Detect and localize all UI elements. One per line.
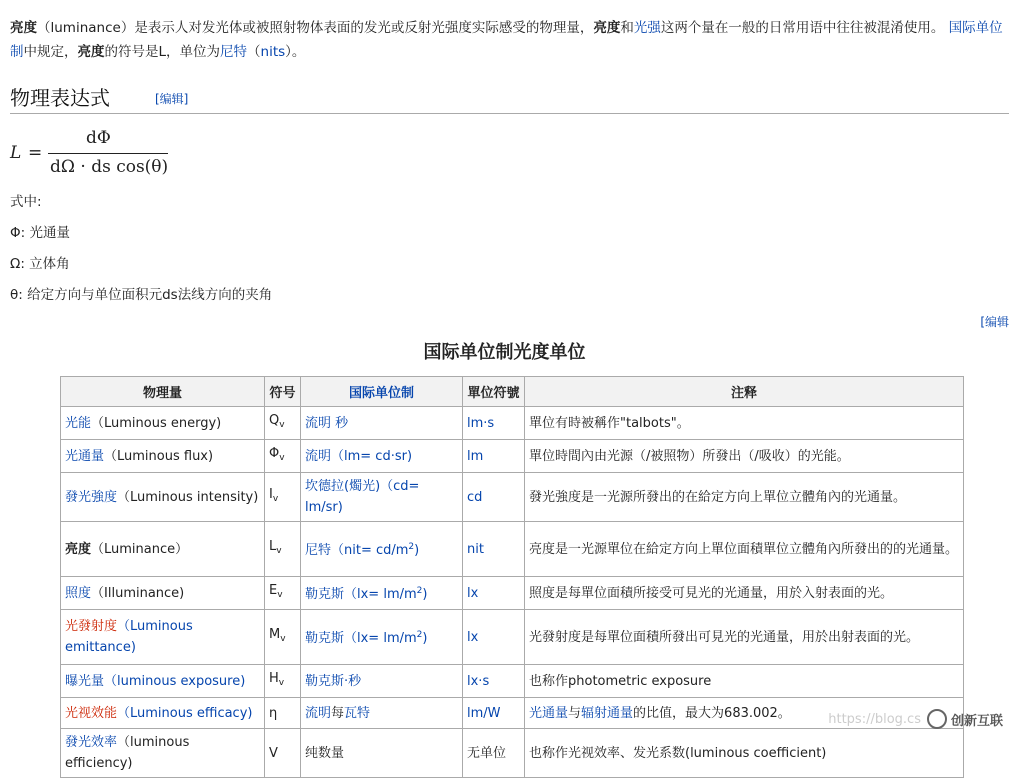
table-row	[61, 577, 964, 610]
unit-symbol-cell: lx	[463, 577, 525, 610]
formula-numerator: dΦ	[86, 128, 111, 148]
si-unit-cell: 勒克斯$(lx= lm/m^2)$	[301, 577, 463, 610]
table-row	[61, 610, 964, 665]
link-nits[interactable]: nits	[260, 44, 286, 60]
note-cell: 照度是每單位面積所接受可見光的光通量，用於入射表面的光。	[525, 577, 964, 610]
formula-denominator: dΩ · ds cos(θ)	[50, 157, 169, 177]
table-edit-link[interactable]: [编辑	[980, 315, 1009, 329]
note-cell: 光發射度是每單位面積所發出可見光的光通量，用於出射表面的光。	[525, 610, 964, 665]
quantity-cell: 發光強度（Luminous intensity)	[61, 473, 265, 522]
symbol-cell: η	[265, 698, 301, 729]
header-unit-symbol: 單位符號	[463, 377, 525, 407]
brand-logo-icon	[927, 709, 947, 729]
symbol-cell: $Q_v$	[265, 407, 301, 440]
link-si[interactable]: 国际单位制	[10, 20, 1003, 60]
quantity-cell: 光视效能（Luminous efficacy)	[61, 698, 265, 729]
watermark-url: https://blog.cs	[828, 711, 921, 727]
quantity-cell: 光發射度（Luminous emittance)	[61, 610, 265, 665]
si-unit-cell: 勒克斯·秒	[301, 665, 463, 698]
term-bold: 亮度	[10, 20, 37, 36]
header-si-unit[interactable]: 国际单位制	[301, 377, 463, 407]
quantity-cell: 發光效率（luminous efficiency)	[61, 729, 265, 778]
symbol-cell: $\Phi_v$	[265, 440, 301, 473]
intro-paragraph: 亮度（luminance）是表示人对发光体或被照射物体表面的发光或反射光强度实际感受的物理量，亮度和光强这两个量在一般的日常用语中往往被混淆使用。 国际单位制中规定，亮度的符号是L，单位为尼特（nits）。	[10, 20, 1003, 60]
header-quantity: 物理量	[61, 377, 265, 407]
table-row	[61, 440, 964, 473]
quantity-cell: 光能（Luminous energy)	[61, 407, 265, 440]
note-cell: 光通量与辐射通量的比值，最大为683.002。	[525, 698, 964, 729]
symbol-cell: $H_v$	[265, 665, 301, 698]
def-omega: Ω: 立体角	[10, 256, 70, 272]
si-unit-cell: 流明 秒	[301, 407, 463, 440]
unit-symbol-cell: cd	[463, 473, 525, 522]
section-heading	[10, 80, 1009, 114]
note-cell: 發光強度是一光源所發出的在給定方向上單位立體角內的光通量。	[525, 473, 964, 522]
note-cell: 單位有時被稱作"talbots"。	[525, 407, 964, 440]
note-cell: 也称作光视效率、发光系数(luminous coefficient)	[525, 729, 964, 778]
section-title: 物理表达式	[10, 86, 110, 110]
note-cell: 也称作photometric exposure	[525, 665, 964, 698]
quantity-cell: 照度（Illuminance)	[61, 577, 265, 610]
quantity-cell: 曝光量（luminous exposure)	[61, 665, 265, 698]
def-theta: θ: 给定方向与单位面积元ds法线方向的夹角	[10, 287, 273, 303]
si-unit-cell: 流明每瓦特	[301, 698, 463, 729]
symbol-cell: $M_v$	[265, 610, 301, 665]
symbol-cell: $L_v$	[265, 522, 301, 577]
where-label: 式中:	[10, 194, 42, 210]
note-cell: 單位時間內由光源（/被照物）所發出（/吸收）的光能。	[525, 440, 964, 473]
unit-symbol-cell: lx·s	[463, 665, 525, 698]
symbol-cell: $E_v$	[265, 577, 301, 610]
link-guangqiang[interactable]: 光强	[633, 20, 661, 36]
unit-symbol-cell: lx	[463, 610, 525, 665]
table-header-row	[61, 377, 964, 407]
si-unit-cell: 纯数量	[301, 729, 463, 778]
quantity-cell: 亮度（Luminance）	[61, 522, 265, 577]
quantity-cell: 光通量（Luminous flux)	[61, 440, 265, 473]
note-cell: 亮度是一光源單位在給定方向上單位面積單位立體角內所發出的的光通量。	[525, 522, 964, 577]
fraction-bar	[48, 153, 168, 154]
table-row	[61, 473, 964, 522]
def-phi: Φ: 光通量	[10, 225, 70, 241]
si-unit-cell: 坎德拉(燭光)（cd= lm/sr)	[301, 473, 463, 522]
watermark-logo: 创新互联	[927, 709, 1003, 729]
unit-symbol-cell: lm	[463, 440, 525, 473]
si-unit-cell: 尼特$(nit= cd/m^2)$	[301, 522, 463, 577]
table-caption: 国际单位制光度单位	[423, 342, 586, 363]
table-row	[61, 729, 964, 778]
unit-symbol-cell: lm·s	[463, 407, 525, 440]
header-notes: 注释	[525, 377, 964, 407]
section-edit-link[interactable]: [编辑]	[155, 92, 189, 106]
table-row	[61, 665, 964, 698]
si-unit-cell: 勒克斯$(lx= lm/m^2)$	[301, 610, 463, 665]
header-symbol: 符号	[265, 377, 301, 407]
link-nit[interactable]: 尼特	[220, 44, 248, 60]
si-unit-cell: 流明（lm= cd·sr)	[301, 440, 463, 473]
table-row	[61, 407, 964, 440]
symbol-cell: $I_v$	[265, 473, 301, 522]
unit-symbol-cell: 无单位	[463, 729, 525, 778]
luminance-formula: L = dΦ dΩ · ds cos(θ)	[10, 128, 169, 177]
unit-symbol-cell: nit	[463, 522, 525, 577]
table-row	[61, 522, 964, 577]
symbol-cell: V	[265, 729, 301, 778]
watermark	[828, 703, 1003, 735]
unit-symbol-cell: lm/W	[463, 698, 525, 729]
